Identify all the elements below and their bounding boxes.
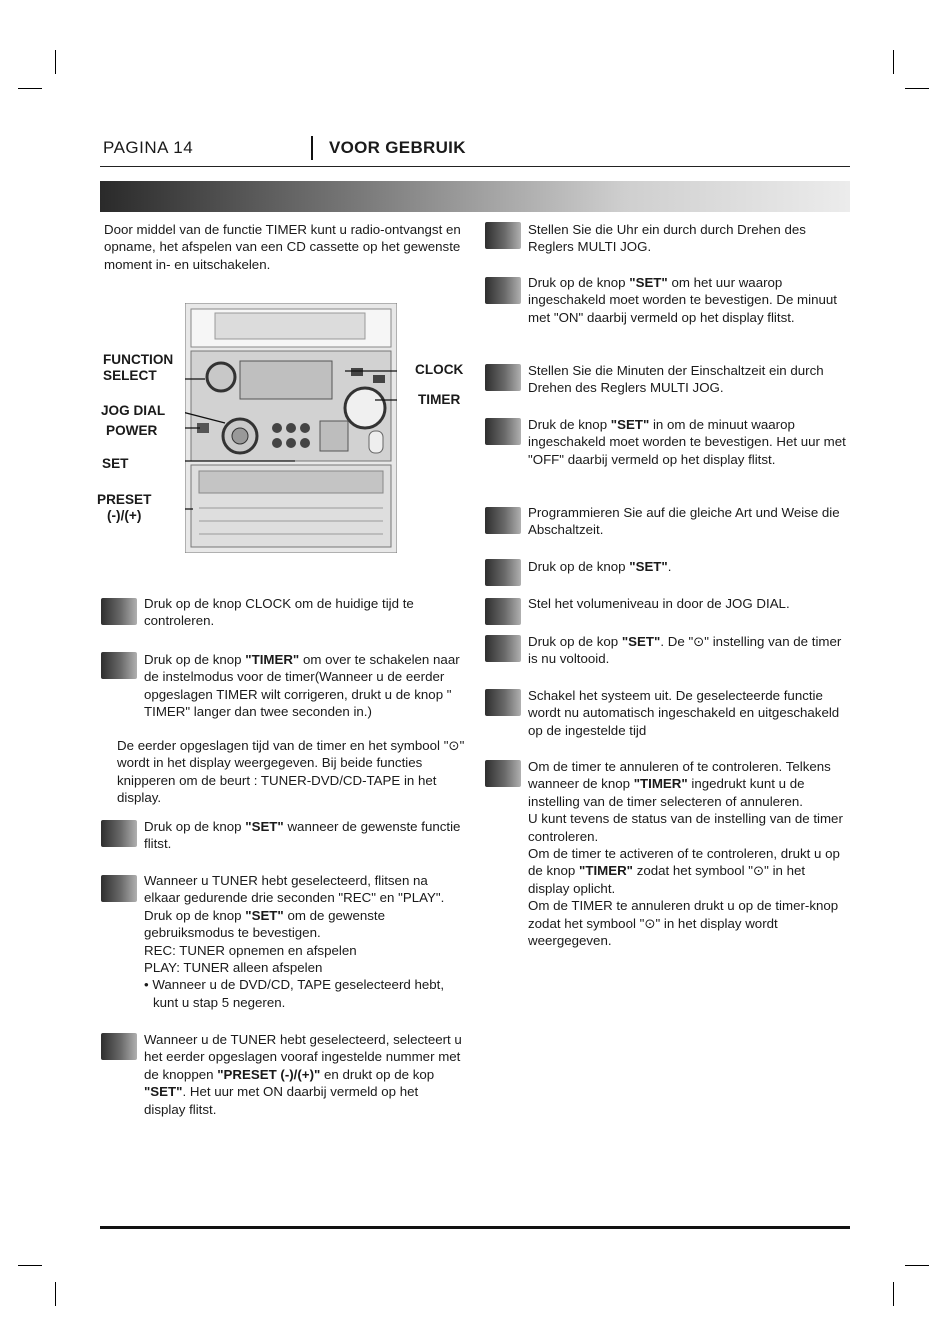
step-10-text: Programmieren Sie auf die gleiche Art und Weise die Abschaltzeit. (528, 505, 840, 538)
step-tab-12 (485, 598, 521, 625)
step-tab-10 (485, 507, 521, 534)
step-tab-15 (485, 760, 521, 787)
step-6-text: Stellen Sie die Uhr ein durch durch Drehen des Reglers MULTI JOG. (528, 222, 806, 255)
step-tab-1 (101, 598, 137, 625)
step-3-text: Druk op de knop "SET" wanneer de gewenste functie flitst. (144, 819, 461, 852)
step-15-text: Om de timer te annuleren of te controleren. Telkens wanneer de knop "TIMER" ingedrukt kunt u de instelling van de timer selecteren of annuleren. U kunt tevens de status van de instelling van de timer controleren. Om de timer te activeren of te controleren, drukt u op de knop "TIMER" zodat het symbool "⊙" in het display oplicht. Om de TIMER te annuleren drukt u op de timer-knop zodat het symbool "⊙" in het display wordt weergegeven. (528, 759, 843, 949)
step-tab-8 (485, 364, 521, 391)
crop-mark (18, 88, 42, 89)
label-jog-dial: JOG DIAL (101, 403, 166, 418)
crop-mark (18, 1265, 42, 1266)
header-separator (311, 136, 313, 160)
intro-paragraph: Door middel van de functie TIMER kunt u radio-ontvangst en opname, het afspelen van een CD cassette op het gewenste moment in- en uitschakelen. (104, 222, 461, 272)
step-13-text: Druk op de kop "SET". De "⊙" instelling van de timer is nu voltooid. (528, 634, 842, 667)
page-header (100, 136, 850, 167)
step-1-text: Druk op de knop CLOCK om de huidige tijd te controleren. (144, 596, 414, 629)
crop-mark (893, 1282, 894, 1306)
step-11-text: Druk op de knop "SET". (528, 559, 672, 574)
step-tab-9 (485, 418, 521, 445)
label-power: POWER (106, 423, 158, 438)
step-tab-14 (485, 689, 521, 716)
label-timer: TIMER (418, 392, 461, 407)
crop-mark (905, 1265, 929, 1266)
step-tab-4 (101, 875, 137, 902)
section-banner (100, 181, 850, 212)
step-tab-13 (485, 635, 521, 662)
step-2-text: Druk op de knop "TIMER" om over te schakelen naar de instelmodus voor de timer(Wanneer u de eerder opgeslagen TIMER wilt corrigeren, drukt u de knop " TIMER" langer dan twee seconden in.) (144, 652, 460, 720)
section-title: VOOR GEBRUIK (329, 138, 466, 157)
step-tab-2 (101, 652, 137, 679)
label-function-select: FUNCTION SELECT (103, 352, 174, 383)
crop-mark (55, 1282, 56, 1306)
step-tab-7 (485, 277, 521, 304)
step-12-text: Stel het volumeniveau in door de JOG DIAL. (528, 596, 790, 611)
note-paragraph: De eerder opgeslagen tijd van de timer en het symbool "⊙" wordt in het display weergegeven. Bij beide functies knipperen om de beurt : TUNER-DVD/CD-TAPE in het display. (117, 738, 465, 806)
step-9-text: Druk de knop "SET" in om de minuut waarop ingeschakeld moet worden te bevestigen. Het uur met "OFF" daarbij vermeld op het display flitst. (528, 417, 846, 467)
label-preset: PRESET (-)/(+) (97, 492, 152, 523)
step-14-text: Schakel het systeem uit. De geselecteerde functie wordt nu automatisch ingeschakeld en uitgeschakeld op de ingestelde tijd (528, 688, 840, 738)
label-clock: CLOCK (415, 362, 464, 377)
crop-mark (55, 50, 56, 74)
step-5-text: Wanneer u de TUNER hebt geselecteerd, selecteert u het eerder opgeslagen vooraf ingestelde nummer met de knoppen "PRESET (-)/(+)" en drukt op de kop "SET". Het uur met ON daarbij vermeld op het display flitst. (144, 1032, 462, 1117)
crop-mark (893, 50, 894, 74)
device-front-panel-illustration (185, 303, 397, 553)
step-4-text: Wanneer u TUNER hebt geselecteerd, flitsen na elkaar gedurende drie seconden "REC" en "PLAY". Druk op de knop "SET" om de gewenste gebruiksmodus te bevestigen. REC: TUNER opnemen en afspelen PLAY: TUNER alleen afspelen • Wanneer u de DVD/CD, TAPE geselecteerd hebt, kunt u stap 5 negeren. (144, 873, 445, 1010)
step-tab-6 (485, 222, 521, 249)
step-tab-5 (101, 1033, 137, 1060)
crop-mark (905, 88, 929, 89)
step-tab-11 (485, 559, 521, 586)
step-tab-3 (101, 820, 137, 847)
label-set: SET (102, 456, 129, 471)
step-7-text: Druk op de knop "SET" om het uur waarop ingeschakeld moet worden te bevestigen. De minuut met "ON" daarbij vermeld op het display flitst. (528, 275, 837, 325)
footer-rule (100, 1226, 850, 1229)
step-8-text: Stellen Sie die Minuten der Einschaltzeit ein durch Drehen des Reglers MULTI JOG. (528, 363, 824, 396)
page-number: PAGINA 14 (103, 138, 194, 157)
